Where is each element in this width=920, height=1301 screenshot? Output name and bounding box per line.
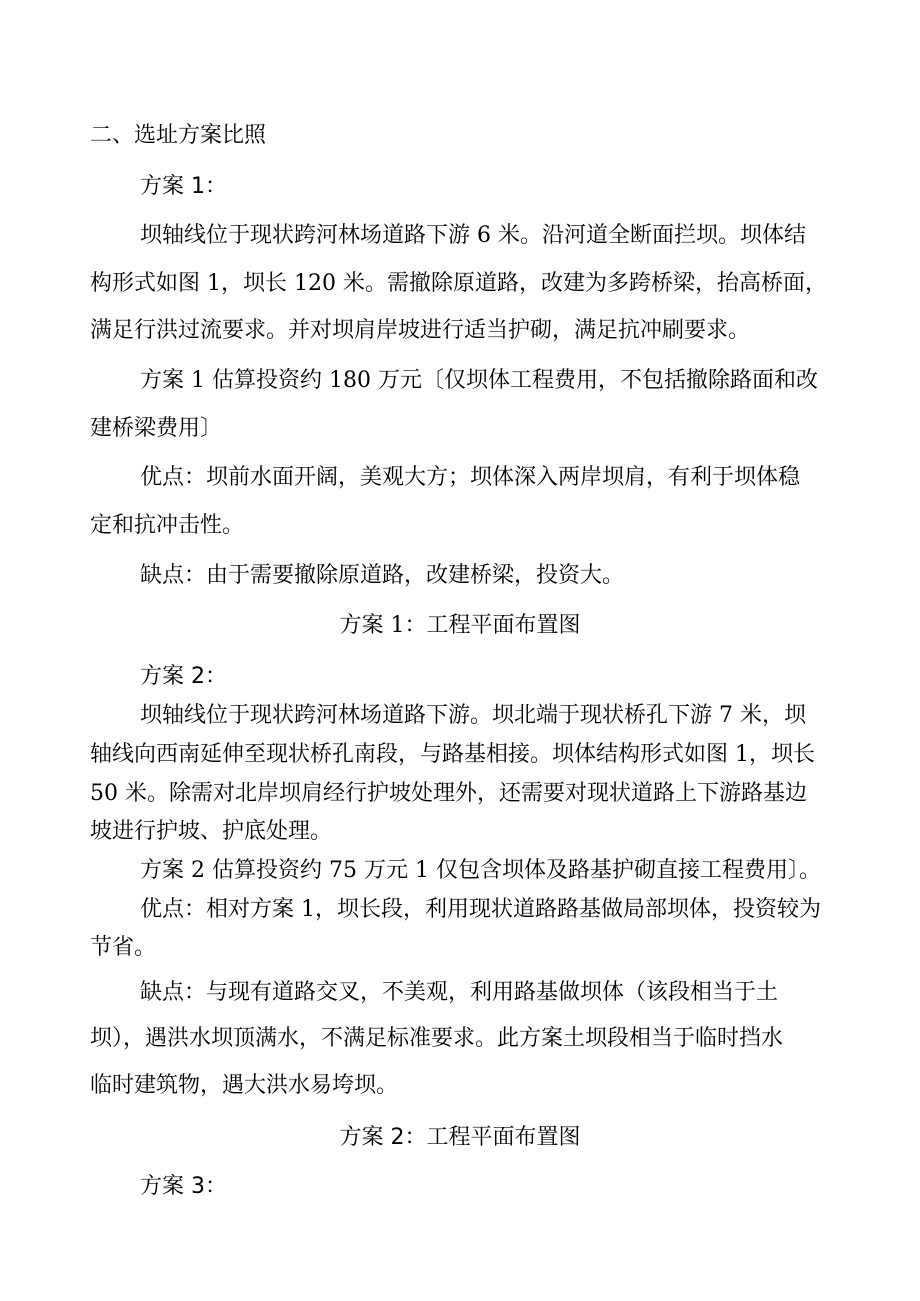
section-title: 二、选址方案比照 (90, 123, 267, 148)
scheme2-desc-line: 坡进行护坡、护底处理。 (90, 819, 333, 844)
scheme2-cons-line: 缺点：与现有道路交叉，不美观，利用路基做坝体（该段相当于土 (140, 980, 779, 1005)
scheme2-desc-line: 轴线向西南延伸至现状桥孔南段，与路基相接。坝体结构形式如图 1，坝长 (90, 742, 815, 767)
scheme1-desc-line: 坝轴线位于现状跨河林场道路下游 6 米。沿河道全断面拦坝。坝体结 (140, 223, 806, 248)
scheme2-pros-line: 节省。 (90, 935, 157, 960)
scheme1-heading: 方案 1： (140, 174, 227, 199)
scheme2-pros-line: 优点：相对方案 1，坝长段，利用现状道路路基做局部坝体，投资较为 (140, 897, 821, 922)
scheme1-cost-line: 方案 1 估算投资约 180 万元〔仅坝体工程费用，不包括撤除路面和改 (140, 368, 818, 393)
scheme3-heading: 方案 3： (140, 1174, 227, 1199)
scheme2-cons-line: 坝），遇洪水坝顶满水，不满足标准要求。此方案土坝段相当于临时挡水 (90, 1026, 784, 1051)
scheme2-heading: 方案 2： (140, 664, 227, 689)
scheme1-desc-line: 构形式如图 1，坝长 120 米。需撤除原道路，改建为多跨桥梁，抬高桥面， (90, 271, 827, 296)
scheme1-cost-line: 建桥梁费用〕 (90, 416, 223, 441)
scheme1-desc-line: 满足行洪过流要求。并对坝肩岸坡进行适当护砌，满足抗冲刷要求。 (90, 318, 751, 343)
scheme2-cons-line: 临时建筑物，遇大洪水易垮坝。 (90, 1073, 399, 1098)
scheme1-cons-line: 缺点：由于需要撤除原道路，改建桥梁，投资大。 (140, 563, 625, 588)
scheme1-pros-line: 优点：坝前水面开阔，美观大方；坝体深入两岸坝肩，有利于坝体稳 (140, 465, 801, 490)
scheme1-pros-line: 定和抗冲击性。 (90, 513, 245, 538)
scheme1-figure-caption: 方案 1：工程平面布置图 (339, 613, 581, 638)
scheme2-figure-caption: 方案 2：工程平面布置图 (339, 1125, 581, 1150)
scheme2-cost-line: 方案 2 估算投资约 75 万元 1 仅包含坝体及路基护砌直接工程费用〕。 (140, 858, 821, 883)
scheme2-desc-line: 50 米。除需对北岸坝肩经行护坡处理外，还需要对现状道路上下游路基边 (90, 781, 807, 806)
scheme2-desc-line: 坝轴线位于现状跨河林场道路下游。坝北端于现状桥孔下游 7 米，坝 (140, 703, 806, 728)
